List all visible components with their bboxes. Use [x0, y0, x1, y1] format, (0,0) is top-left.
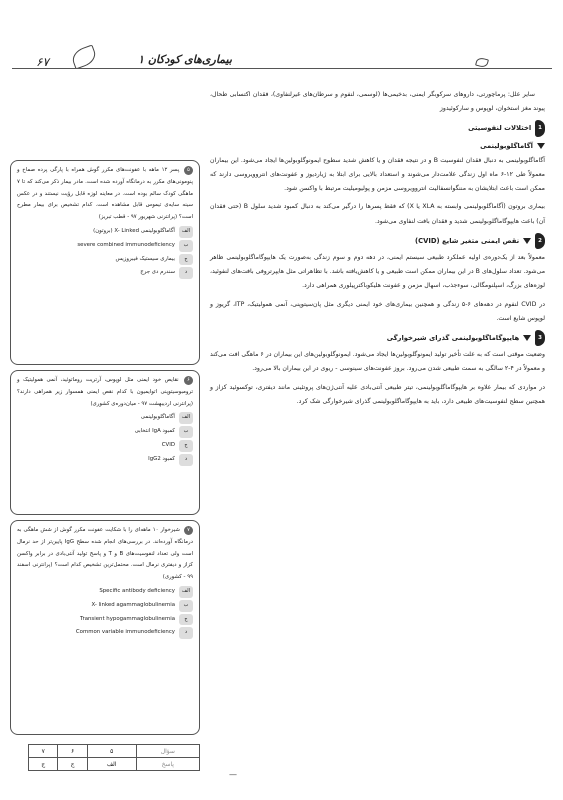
option-text: severe combined immunodeficiency	[77, 241, 175, 248]
answer-option	[17, 614, 193, 626]
option-text: کمبود IgA انتخابی	[134, 428, 175, 435]
option-text: Common variable immunodeficiency	[75, 629, 175, 636]
question-stem: نقایص خود ایمنی مثل لوپوس، آرتریت روماتوئید، آنمی همولیتیک و ترومبوسیتوپنی اتوایمیون با کدام نقص ایمنی همسوار زیر همراهی دارند؟ (پرانترنی اردیبهشت ۹۷ - میان‌دوره‌ی کشوری)	[17, 377, 193, 407]
answer-key-table	[28, 744, 200, 771]
option-letter: د	[179, 454, 193, 466]
subsection-title: آگاماگلوبولینمی	[480, 141, 533, 150]
option-text: بیماری سیستیک فیبروزیس	[115, 255, 175, 262]
option-text: Transient hypogammaglobulinemia	[80, 615, 175, 622]
answer-option	[17, 440, 193, 452]
question-stem: شیرخوار ۱۰ ماهه‌ای را با شکایت عفونت مکرر گوش از شش ماهگی به درمانگاه آورده‌اند. در بررسی‌های انجام شده سطح IgG پایین‌تر از حد نرمال است ولی تعداد لنفوسیت‌های B و T و پاسخ تولید آنتی‌بادی در برابر واکسن کزاز و دیفتری نرمال است. محتمل‌ترین تشخیص کدام است؟ (پرانترنی اسفند ۹۹ - کشوری)	[17, 527, 193, 581]
footer-mark: —	[229, 770, 237, 779]
table-row	[29, 745, 200, 758]
paragraph: در مواردی که بیمار علاوه بر هایپوگاماگلوبولینمی، تیتر طبیعی آنتی‌بادی علیه آنتی‌ژن‌های پروتئینی مانند دیفتری، توکسوئید کزاز و همچنین سطح لنفوسیت‌های طبیعی دارد، باید به هایپوگاماگلوبولینمی گذرای شیرخوارگی شک کرد.	[210, 383, 545, 405]
answer-option	[17, 412, 193, 424]
triangle-icon	[523, 238, 531, 244]
option-text: آگاماگلوبولینمی	[140, 414, 175, 421]
option-text: سندرم دی جرج	[140, 269, 175, 276]
option-letter: ج	[179, 614, 193, 626]
answer-option	[17, 254, 193, 266]
answer-option	[17, 226, 193, 238]
option-letter: الف	[179, 412, 193, 424]
intro-paragraph: سایر علل: پرماچورتی، داروهای سرکوبگر ایمنی، بدخیمی‌ها (لوسمی، لنفوم و سرطان‌های غیرلنفاوی)، فقدان اکتسابی طحال، پیوند مغز استخوان، لوپوس و سارکوئیدوز	[210, 91, 545, 113]
question-text	[17, 525, 193, 584]
option-letter: د	[179, 627, 193, 639]
option-text: کمبود IgG2	[148, 455, 175, 462]
section-heading	[210, 120, 545, 136]
answer-option	[17, 600, 193, 612]
paragraph: آگاماگلوبولینمی به دنبال فقدان لنفوسیت B و در نتیجه فقدان و یا کاهش شدید سطوح ایمونوگلوبولین‌ها ایجاد می‌شود. این بیماران معمولاً طی ۱۲-۶ ماه اول زندگی علامت‌دار می‌شوند و استعداد بالایی برای ابتلا به ژیاردیوز و عفونت‌های انتروویروسی دارند که ممکن است باعث ابتلایشان به مننگوانسفالیت انتروویروسی مزمن و پولیومیلیت مرتبط با واکسن شود.	[210, 156, 545, 193]
option-letter: ب	[179, 600, 193, 612]
row-label: سؤال	[136, 745, 199, 758]
section-title: اختلالات لنفوسیتی	[468, 124, 532, 133]
answer-option	[17, 627, 193, 639]
option-text: Specific antibody deficiency	[99, 587, 175, 594]
question-stem: پسر ۱۲ ماهه با عفونت‌های مکرر گوش همراه با پارگی پرده صماخ و پنومونی‌های مکرر به درمانگاه آورده شده است. مادر بیمار ذکر می‌کند که تا ۷ ماهگی کودک سالم بوده است. در معاینه لوزه قابل رؤیت نیستند و در عکس سینه سایه‌ی تیموس قابل مشاهده است. کدام تشخیص برای بیمار مطرح است؟ (پرانترنی شهریور ۹۷ - قطب تبریز)	[17, 167, 193, 221]
paragraph: معمولاً بعد از یک‌دوره‌ی اولیه عملکرد طبیعی سیستم ایمنی، در دهه دوم و سوم زندگی به‌صورت یک هایپوگاماگلوبولینمی ظاهر می‌شود. تعداد سلول‌های B در این بیماران ممکن است طبیعی و یا کاهش‌یافته باشد. با تظاهراتی مثل هایپرتروفی بافت‌های لنفوئید، لوزه‌های بزرگ، اسپلنومگالی، سوءجذب، اسهال مزمن و عفونت هلیکوباکترپیلوری همراهی دارد.	[210, 254, 546, 290]
section-badge: 2	[535, 233, 545, 249]
paragraph: بیماری بروتون (آگاماگلوبولینمی وابسته به XLA یا X) که فقط پسرها را درگیر می‌کند به دنبال کمبود شدید سلول B (حتی فقدان آن) باعث هایپوگاماگلوبولینمی شدید و فقدان بافت لنفاوی می‌شود.	[210, 203, 545, 225]
question-number: ۶	[184, 376, 193, 385]
header-rule	[12, 68, 552, 69]
option-letter: الف	[179, 226, 193, 238]
option-letter: ج	[179, 254, 193, 266]
table-cell: ۷	[29, 745, 58, 758]
option-letter: د	[179, 267, 193, 279]
option-text: CVID	[161, 441, 175, 448]
header-title: بیماری‌های کودکان ۱	[138, 53, 232, 66]
option-letter: ب	[179, 240, 193, 252]
question-box	[10, 370, 200, 515]
table-cell: ۵	[87, 745, 136, 758]
main-text	[210, 88, 545, 413]
option-text: X- linked agammaglobulinemia	[91, 601, 175, 608]
question-box	[10, 520, 200, 735]
section-title: نقص ایمنی متغیر شایع (CVID)	[415, 236, 520, 245]
page-number: ۶۷	[36, 55, 49, 69]
answer-option	[17, 426, 193, 438]
table-cell: ج	[58, 758, 87, 771]
triangle-icon	[523, 335, 531, 341]
answer-option	[17, 240, 193, 252]
question-text	[17, 165, 193, 224]
paragraph: وضعیت موقتی است که به علت تأخیر تولید ایمونوگلوبولین‌ها ایجاد می‌شود. ایمونوگلوبولین‌های این بیماران در ۶ ماهگی افت می‌کند و معمولاً در ۴-۲ سالگی به سمت طبیعی شدن می‌رود. بروز عفونت‌های سینوسی - ریوی در این بیماران بالا می‌رود.	[210, 351, 545, 373]
answer-option	[17, 454, 193, 466]
option-letter: ب	[179, 426, 193, 438]
table-cell: ج	[29, 758, 58, 771]
section-badge: 1	[535, 120, 545, 136]
section-heading	[210, 330, 545, 346]
question-number: ۷	[184, 526, 193, 535]
answer-option	[17, 586, 193, 598]
row-label: پاسخ	[136, 758, 199, 771]
paragraph: در CVID لنفوم در دهه‌های ۶-۵ زندگی و همچنین بیماری‌های خود ایمنی دیگری مثل پان‌سیتوپنی، آنمی همولیتیک، ITP، گریوز و لوپوس شایع است.	[210, 300, 545, 322]
table-row	[29, 758, 200, 771]
option-letter: الف	[179, 586, 193, 598]
leaf-ornament-icon	[475, 57, 489, 69]
question-number: ۵	[184, 166, 193, 175]
triangle-icon	[537, 143, 545, 149]
table-cell: ۶	[58, 745, 87, 758]
answer-option	[17, 267, 193, 279]
section-heading	[210, 233, 545, 249]
question-text	[17, 375, 193, 410]
section-badge: 3	[535, 330, 545, 346]
question-box	[10, 160, 200, 365]
section-title: هایپوگاماگلوبولینمی گذرای شیرخوارگی	[386, 334, 520, 343]
subsection-heading	[210, 139, 545, 153]
option-text: آگاماگلوبولینمی X- Linked (بروتون)	[93, 227, 175, 234]
table-cell: الف	[87, 758, 136, 771]
option-letter: ج	[179, 440, 193, 452]
